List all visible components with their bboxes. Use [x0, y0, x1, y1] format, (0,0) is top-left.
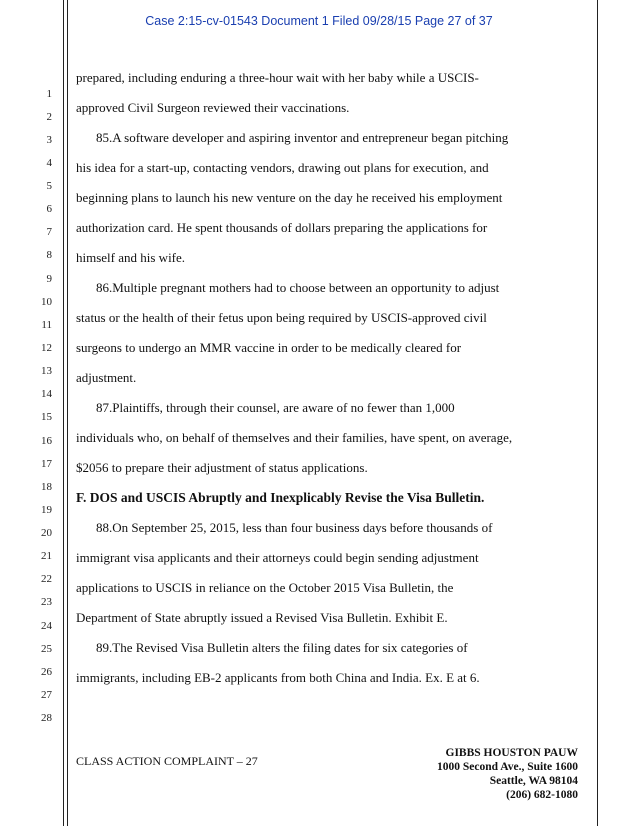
paragraph-89-start: 89.The Revised Visa Bulletin alters the filing dates for six categories of [96, 640, 468, 655]
line-number: 2 [46, 111, 52, 123]
line-number: 3 [46, 134, 52, 146]
firm-phone: (206) 682-1080 [506, 789, 578, 801]
filing-stamp: Case 2:15-cv-01543 Document 1 Filed 09/28/15 Page 27 of 37 [145, 14, 493, 28]
line-number: 6 [46, 203, 52, 215]
paragraph-87-start: 87.Plaintiffs, through their counsel, are aware of no fewer than 1,000 [96, 400, 455, 415]
paragraph-88-start: 88.On September 25, 2015, less than four business days before thousands of [96, 520, 493, 535]
line-number: 17 [41, 458, 52, 470]
line-number: 10 [41, 296, 52, 308]
line-number: 8 [46, 249, 52, 261]
right-margin-rule [597, 0, 598, 826]
line-number: 23 [41, 596, 52, 608]
body-line: Department of State abruptly issued a Revised Visa Bulletin. Exhibit E. [76, 610, 448, 625]
paragraph-85-start: 85.A software developer and aspiring inventor and entrepreneur began pitching [96, 130, 509, 145]
body-line: immigrant visa applicants and their attorneys could begin sending adjustment [76, 550, 479, 565]
body-line: himself and his wife. [76, 250, 186, 265]
left-margin-rule-inner [67, 0, 68, 826]
line-number: 27 [41, 689, 52, 701]
line-number: 15 [41, 411, 52, 423]
line-number: 26 [41, 666, 52, 678]
line-number: 25 [41, 643, 52, 655]
line-number: 1 [46, 88, 52, 100]
line-number: 14 [41, 388, 52, 400]
line-number: 24 [41, 620, 52, 632]
body-line: prepared, including enduring a three-hour wait with her baby while a USCIS- [76, 70, 479, 85]
body-line: status or the health of their fetus upon being required by USCIS-approved civil [76, 310, 487, 325]
body-line: authorization card. He spent thousands of dollars preparing the applications for [76, 220, 488, 235]
body-line: his idea for a start-up, contacting vendors, drawing out plans for execution, and [76, 160, 489, 175]
body-line: adjustment. [76, 370, 137, 385]
body-line: beginning plans to launch his new venture on the day he received his employment [76, 190, 503, 205]
line-number: 22 [41, 573, 52, 585]
line-number: 16 [41, 435, 52, 447]
left-margin-rule-outer [63, 0, 64, 826]
line-number: 11 [41, 319, 52, 331]
footer-firm-block [437, 746, 578, 802]
body-line: applications to USCIS in reliance on the October 2015 Visa Bulletin, the [76, 580, 454, 595]
line-number: 28 [41, 712, 52, 724]
line-number: 20 [41, 527, 52, 539]
paragraph-86-start: 86.Multiple pregnant mothers had to choose between an opportunity to adjust [96, 280, 500, 295]
line-number: 7 [46, 226, 52, 238]
body-line: individuals who, on behalf of themselves and their families, have spent, on average, [76, 430, 513, 445]
body-line: immigrants, including EB-2 applicants from both China and India. Ex. E at 6. [76, 670, 480, 685]
firm-address-line-1: 1000 Second Ave., Suite 1600 [437, 761, 578, 773]
body-line: surgeons to undergo an MMR vaccine in order to be medically cleared for [76, 340, 462, 355]
line-number: 5 [46, 180, 52, 192]
line-number: 19 [41, 504, 52, 516]
line-number: 13 [41, 365, 52, 377]
line-number: 4 [46, 157, 52, 169]
line-number: 21 [41, 550, 52, 562]
line-number: 18 [41, 481, 52, 493]
line-number: 9 [46, 273, 52, 285]
body-line: $2056 to prepare their adjustment of status applications. [76, 460, 368, 475]
firm-name: GIBBS HOUSTON PAUW [445, 747, 578, 759]
firm-address-line-2: Seattle, WA 98104 [489, 775, 578, 787]
section-heading: F. DOS and USCIS Abruptly and Inexplicably Revise the Visa Bulletin. [76, 490, 485, 505]
body-line: approved Civil Surgeon reviewed their vaccinations. [76, 100, 350, 115]
footer-document-title: CLASS ACTION COMPLAINT – 27 [76, 754, 258, 768]
line-number: 12 [41, 342, 52, 354]
